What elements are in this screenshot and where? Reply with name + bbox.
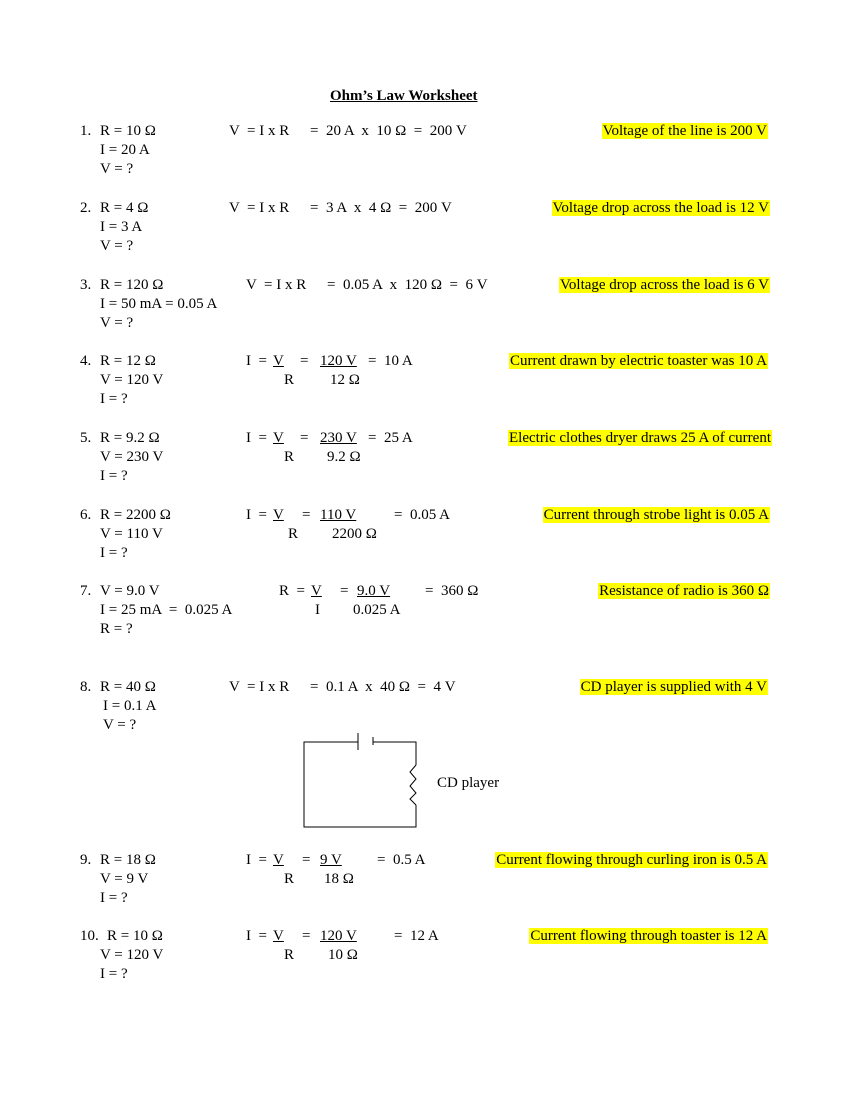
answer-highlight: CD player is supplied with 4 V — [580, 679, 767, 695]
formula-lhs: R = — [279, 583, 305, 599]
given-i: I = 20 A — [100, 142, 150, 158]
formula: V = I x R — [229, 123, 290, 139]
equals: = — [302, 928, 311, 944]
fraction-numerator: 120 V — [320, 928, 357, 944]
result: = 0.5 A — [377, 852, 426, 868]
given-v: V = 9.0 V — [100, 583, 160, 599]
fraction-denominator: 12 Ω — [330, 372, 360, 388]
problem-number: 6. — [80, 507, 92, 523]
formula-lhs: I = — [246, 353, 267, 369]
fraction-denominator: 9.2 Ω — [327, 449, 361, 465]
formula-denominator: R — [284, 947, 295, 963]
result: = 0.05 A — [394, 507, 450, 523]
given-r: R = 18 Ω — [100, 852, 156, 868]
page-title: Ohm’s Law Worksheet — [330, 88, 478, 104]
fraction-denominator: 10 Ω — [328, 947, 358, 963]
fraction-numerator: 9 V — [320, 852, 342, 868]
answer-highlight: Current drawn by electric toaster was 10 A — [510, 353, 767, 369]
result: = 360 Ω — [425, 583, 479, 599]
solution: = 3 A x 4 Ω = 200 V — [310, 200, 452, 216]
given-v: V = 120 V — [100, 947, 164, 963]
given-i: I = 50 mA = 0.05 A — [100, 296, 218, 312]
result: = 12 A — [394, 928, 439, 944]
given-r: R = 10 Ω — [107, 928, 163, 944]
answer-highlight: Current flowing through toaster is 12 A — [530, 928, 767, 944]
formula-numerator: V — [273, 507, 284, 523]
given-unknown: I = ? — [100, 966, 128, 982]
formula: V = I x R — [229, 679, 290, 695]
given-unknown: I = ? — [100, 545, 128, 561]
answer-highlight: Current flowing through curling iron is 0.5 A — [496, 852, 767, 868]
given-v: V = 110 V — [100, 526, 163, 542]
given-unknown: I = ? — [100, 391, 128, 407]
problem-number: 5. — [80, 430, 92, 446]
given-r: R = 120 Ω — [100, 277, 164, 293]
given-v: V = 230 V — [100, 449, 164, 465]
formula: V = I x R — [246, 277, 307, 293]
given-i: I = 25 mA = 0.025 A — [100, 602, 233, 618]
given-unknown: V = ? — [100, 161, 134, 177]
formula-numerator: V — [273, 430, 284, 446]
formula-denominator: R — [288, 526, 299, 542]
answer-highlight: Voltage drop across the load is 6 V — [560, 277, 769, 293]
fraction-numerator: 230 V — [320, 430, 357, 446]
solution: = 0.1 A x 40 Ω = 4 V — [310, 679, 456, 695]
result: = 10 A — [368, 353, 413, 369]
given-v: V = 120 V — [100, 372, 164, 388]
given-unknown: V = ? — [100, 238, 134, 254]
answer-highlight: Voltage drop across the load is 12 V — [552, 200, 769, 216]
formula-numerator: V — [273, 353, 284, 369]
fraction-numerator: 120 V — [320, 353, 357, 369]
given-unknown: I = ? — [100, 890, 128, 906]
given-i: I = 0.1 A — [103, 698, 157, 714]
formula-lhs: I = — [246, 852, 267, 868]
equals: = — [302, 852, 311, 868]
given-unknown: V = ? — [100, 315, 134, 331]
problem-number: 10. — [80, 928, 99, 944]
given-i: I = 3 A — [100, 219, 143, 235]
formula-lhs: I = — [246, 430, 267, 446]
given-unknown: R = ? — [100, 621, 133, 637]
result: = 25 A — [368, 430, 413, 446]
given-v: V = 9 V — [100, 871, 149, 887]
equals: = — [340, 583, 349, 599]
problem-number: 9. — [80, 852, 92, 868]
problem-number: 8. — [80, 679, 92, 695]
formula-numerator: V — [273, 852, 284, 868]
formula-denominator: R — [284, 449, 295, 465]
problem-number: 3. — [80, 277, 92, 293]
formula-numerator: V — [311, 583, 322, 599]
fraction-numerator: 9.0 V — [357, 583, 391, 599]
equals: = — [300, 430, 309, 446]
given-r: R = 9.2 Ω — [100, 430, 160, 446]
problem-number: 4. — [80, 353, 92, 369]
formula-denominator: R — [284, 372, 295, 388]
fraction-denominator: 0.025 A — [353, 602, 401, 618]
answer-highlight: Voltage of the line is 200 V — [602, 123, 767, 139]
solution: = 20 A x 10 Ω = 200 V — [310, 123, 467, 139]
problem-number: 1. — [80, 123, 92, 139]
answer-highlight: Electric clothes dryer draws 25 A of current — [509, 430, 771, 446]
given-r: R = 10 Ω — [100, 123, 156, 139]
diagram-label: CD player — [437, 775, 500, 791]
problem-number: 2. — [80, 200, 92, 216]
formula-numerator: V — [273, 928, 284, 944]
answer-highlight: Current through strobe light is 0.05 A — [543, 507, 769, 523]
answer-highlight: Resistance of radio is 360 Ω — [599, 583, 769, 599]
formula-denominator: R — [284, 871, 295, 887]
fraction-denominator: 18 Ω — [324, 871, 354, 887]
given-r: R = 4 Ω — [100, 200, 149, 216]
formula: V = I x R — [229, 200, 290, 216]
formula-lhs: I = — [246, 507, 267, 523]
formula-denominator: I — [315, 602, 320, 618]
given-r: R = 2200 Ω — [100, 507, 171, 523]
given-r: R = 40 Ω — [100, 679, 156, 695]
formula-lhs: I = — [246, 928, 267, 944]
solution: = 0.05 A x 120 Ω = 6 V — [327, 277, 488, 293]
problem-number: 7. — [80, 583, 92, 599]
given-unknown: V = ? — [103, 717, 137, 733]
resistor-symbol — [410, 765, 416, 805]
fraction-denominator: 2200 Ω — [332, 526, 377, 542]
fraction-numerator: 110 V — [320, 507, 357, 523]
given-unknown: I = ? — [100, 468, 128, 484]
given-r: R = 12 Ω — [100, 353, 156, 369]
equals: = — [302, 507, 311, 523]
equals: = — [300, 353, 309, 369]
